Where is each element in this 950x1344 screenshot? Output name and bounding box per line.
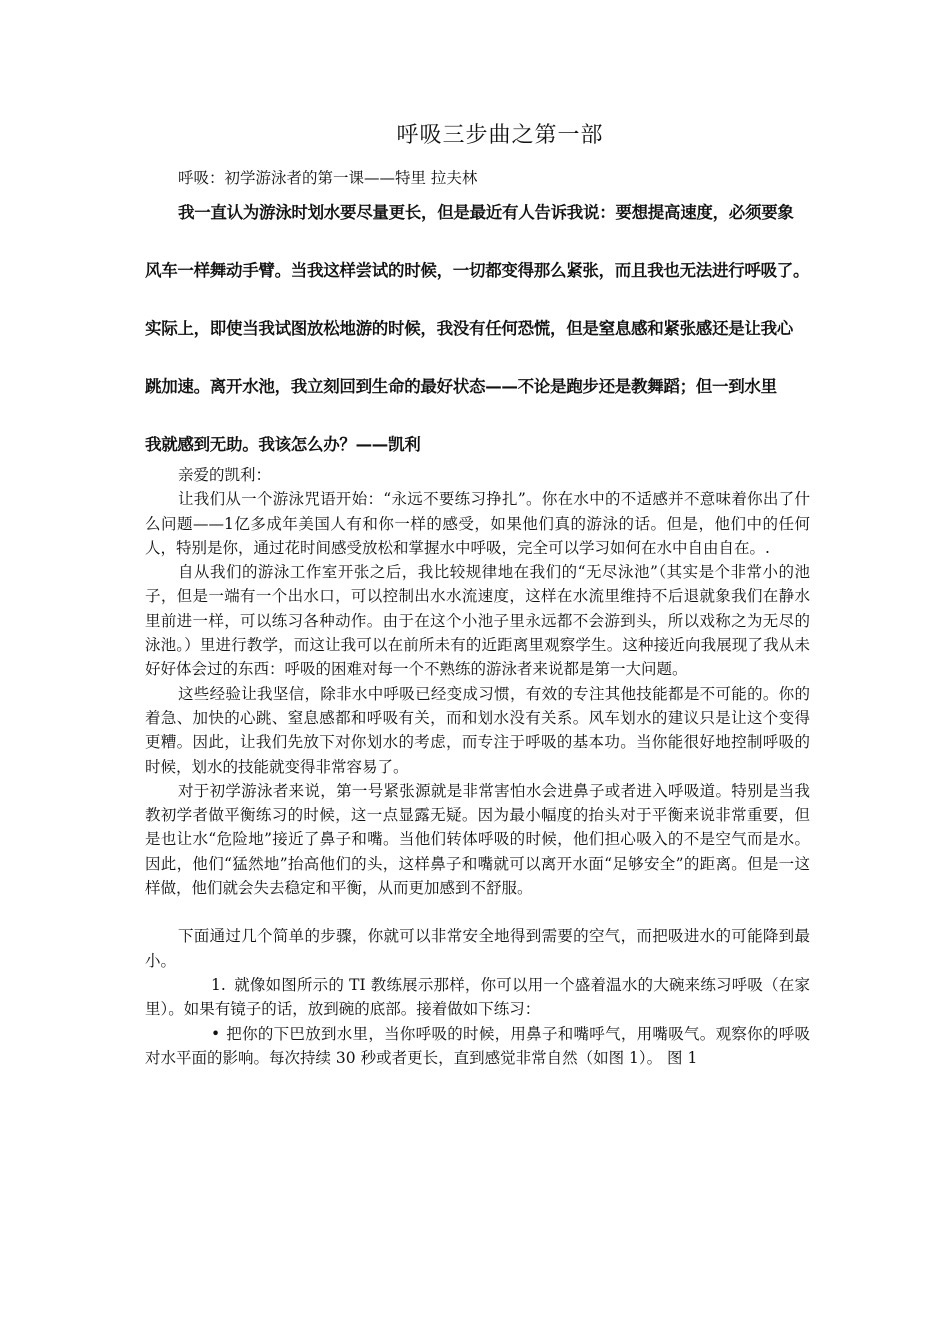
- question-line: 我就感到无助。我该怎么办？——凯利: [145, 435, 421, 454]
- greeting: 亲爱的凯利：: [178, 466, 272, 484]
- page-title: 呼吸三步曲之第一部: [396, 123, 604, 148]
- steps-intro: 下面通过几个简单的步骤，你就可以非常安全地得到需要的空气，而把吸进水的可能降到最小。: [145, 927, 810, 970]
- step-item: [145, 973, 810, 1022]
- body-paragraph: 自从我们的游泳工作室开张之后，我比较规律地在我们的“无尽泳池”（其实是个非常小的池子，但是一端有一个出水口，可以控制出水水流速度，这样在水流里维持不后退就象我们在静水里前进一样，可以练习各种动作。由于在这个小池子里永远都不会游到头，所以戏称之为无尽的泳池。）里进行教学，而这让我可以在前所未有的近距离里观察学生。这种接近向我展现了我从未好好体会过的东西：呼吸的困难对每一个不熟练的游泳者来说都是第一大问题。: [145, 563, 810, 679]
- body-paragraph: 让我们从一个游泳咒语开始：“永远不要练习挣扎”。你在水中的不适感并不意味着你出了什么问题——1亿多成年美国人有和你一样的感受，如果他们真的游泳的话。但是，他们中的任何人，特别是你，通过花时间感受放松和掌握水中呼吸，完全可以学习如何在水中自由自在。.: [145, 490, 810, 557]
- bullet-icon: •: [211, 1024, 221, 1043]
- bullet-text: 把你的下巴放到水里，当你呼吸的时候，用鼻子和嘴呼气，用嘴吸气。观察你的呼吸对水平面的影响。每次持续 30 秒或者更长，直到感觉非常自然（如图 1）。 图 1: [145, 1024, 810, 1067]
- body-paragraph: 这些经验让我坚信，除非水中呼吸已经变成习惯，有效的专注其他技能都是不可能的。你的着急、加快的心跳、窒息感都和呼吸有关，而和划水没有关系。风车划水的建议只是让这个变得更糟。因此，让我们先放下对你划水的考虑，而专注于呼吸的基本功。当你能很好地控制呼吸的时候，划水的技能就变得非常容易了。: [145, 684, 810, 776]
- step-text: 就像如图所示的 TI 教练展示那样，你可以用一个盛着温水的大碗来练习呼吸（在家里）。如果有镜子的话，放到碗的底部。接着做如下练习：: [145, 975, 810, 1019]
- question-line: 风车一样舞动手臂。当我这样尝试的时候，一切都变得那么紧张，而且我也无法进行呼吸了。: [145, 261, 810, 280]
- question-line: 我一直认为游泳时划水要尽量更长，但是最近有人告诉我说：要想提高速度，必须要象: [178, 203, 794, 222]
- subtitle: 呼吸：初学游泳者的第一课——特里 拉夫林: [178, 169, 478, 187]
- reader-question: [145, 200, 810, 490]
- body-paragraph: 对于初学游泳者来说，第一号紧张源就是非常害怕水会进鼻子或者进入呼吸道。特别是当我教初学者做平衡练习的时候，这一点显露无疑。因为最小幅度的抬头对于平衡来说非常重要，但是也让水“危险地”接近了鼻子和嘴。当他们转体呼吸的时候，他们担心吸入的不是空气而是水。因此，他们“猛然地”抬高他们的头，这样鼻子和嘴就可以离开水面“足够安全”的距离。但是一这样做，他们就会失去稳定和平衡，从而更加感到不舒服。: [145, 781, 810, 898]
- question-line: 实际上，即使当我试图放松地游的时候，我没有任何恐慌，但是窒息感和紧张感还是让我心: [145, 319, 794, 338]
- answer-body: [145, 463, 810, 1070]
- step-number: 1.: [211, 975, 226, 994]
- question-line: 跳加速。离开水池，我立刻回到生命的最好状态——不论是跑步还是教舞蹈；但一到水里: [145, 377, 777, 396]
- bullet-item: [145, 1022, 810, 1071]
